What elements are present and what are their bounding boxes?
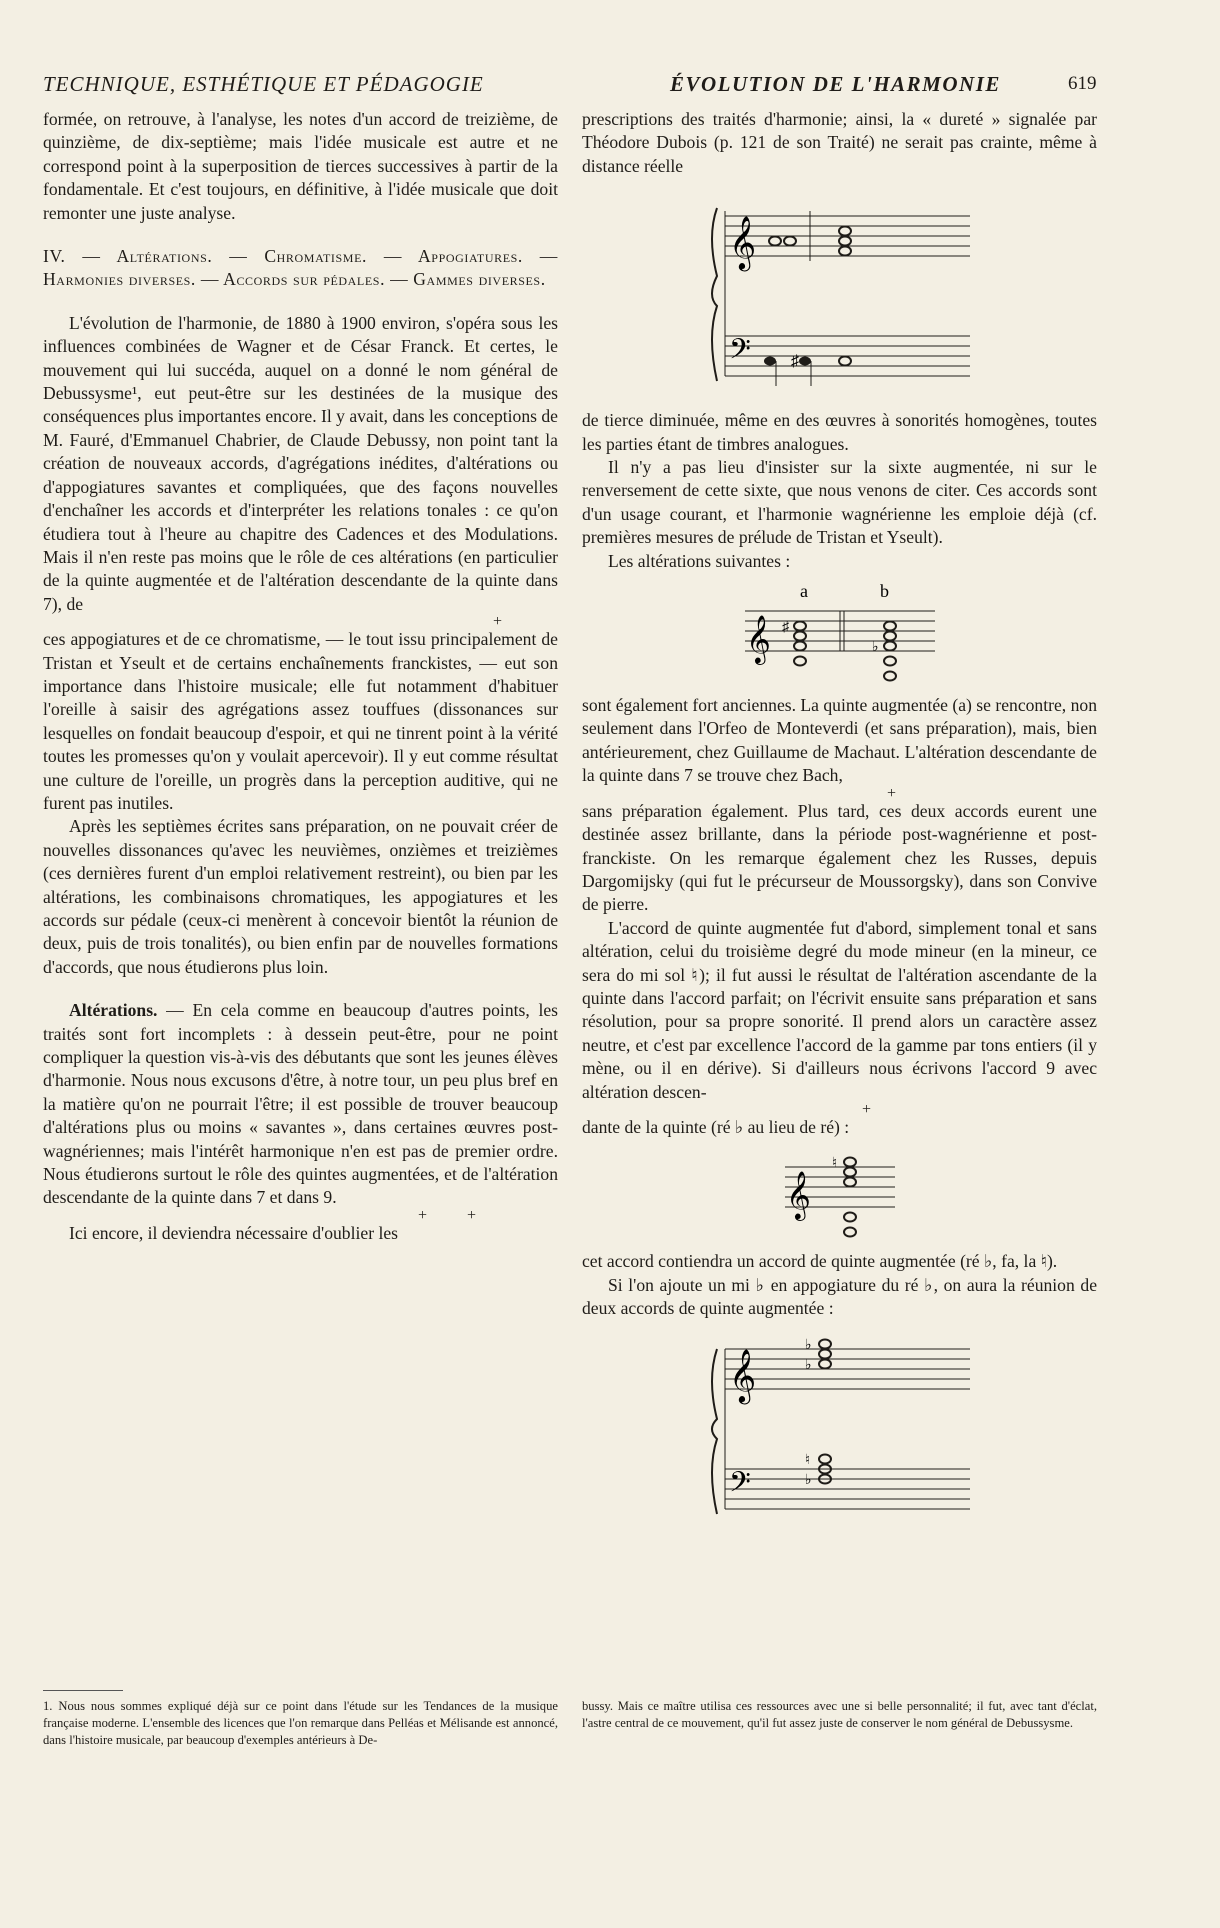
svg-text:♭: ♭ bbox=[871, 640, 879, 656]
treble-clef-icon: 𝄞 bbox=[745, 617, 771, 664]
right-paragraph-9: cet accord contiendra un accord de quinte augmentée (ré ♭, fa, la ♮). bbox=[582, 1251, 1058, 1272]
right-plus-mark-2: + bbox=[862, 1100, 872, 1118]
left-paragraph-2: L'évolution de l'harmonie, de 1880 à 1900 environ, s'opéra sous les influences combinées de Wagner et de César Franck. Et certes, le mouvement qui lui succéda, auquel on a donné le nom général de Debussysme¹, eut peut-être sur les destinées de la musique des conséquences plus importantes encore. Il y avait, dans les conceptions de M. Fauré, d'Emmanuel Chabrier, de Claude Debussy, non point tant la création de nouveaux accords, d'agrégations inédites, d'altérations ou d'appogiatures savantes et compliquées, que des façons nouvelles d'enchaîner les accords et d'interpréter les relations tonales : ce qu'on étudiera tout à l'heure au chapitre des Cadences et des Modulations. Mais il n'en reste pas moins que le rôle de ces altérations (en particulier de la quinte augmentée et de l'altération descendante de la quinte dans 7), de bbox=[43, 312, 558, 614]
svg-text:♯: ♯ bbox=[790, 353, 799, 371]
right-paragraph-6: sans préparation également. Plus tard, ces deux accords eurent une destinée assez brillante, dans la période post-wagnérienne et post-franckiste. On les remarque également chez les Russes, depuis Dargomijsky (qui fut le précurseur de Moussorgsky), dans son Convive de pierre. bbox=[582, 800, 1097, 915]
music-example-4 bbox=[705, 1329, 975, 1529]
treble-clef-icon: 𝄞 bbox=[728, 217, 756, 269]
label-b: b bbox=[879, 581, 889, 602]
music-example-1 bbox=[705, 186, 975, 401]
running-header-left: TECHNIQUE, ESTHÉTIQUE ET PÉDAGOGIE bbox=[43, 72, 484, 96]
right-paragraph-2: de tierce diminuée, même en des œuvres à sonorités homogènes, toutes les parties étant de timbres analogues. bbox=[582, 410, 1097, 454]
right-paragraph-4: Les altérations suivantes : bbox=[608, 550, 791, 571]
svg-text:♭: ♭ bbox=[804, 1472, 812, 1488]
left-paragraph-1: formée, on retrouve, à l'analyse, les notes d'un accord de treizième, de quinzième, de dix-septième; mais l'idée musicale est autre et ne correspond point à la superposition de tierces successives à partir de la fondamentale. Et c'est toujours, en définitive, à l'idée musicale que doit remonter une juste analyse. bbox=[43, 109, 558, 223]
left-paragraph-4: Après les septièmes écrites sans préparation, on ne pouvait créer de nouvelles dissonances qu'avec les neuvièmes, onzièmes et treizièmes (ces dernières furent d'un emploi relativement restreint), ou bien par les altérations, les combinaisons chromatiques, les appogiatures et les accords sur pédale (ceux-ci menèrent à concevoir bientôt la réunion de deux, puis de trois tonalités), ou bien enfin par de nouvelles formations d'accords, que nous étudierons plus loin. bbox=[43, 816, 558, 977]
right-paragraph-10: Si l'on ajoute un mi ♭ en appogiature du ré ♭, on aura la réunion de deux accords de quinte augmentée : bbox=[582, 1274, 1097, 1319]
right-paragraph-3: Il n'y a pas lieu d'insister sur la sixte augmentée, ni sur le renversement de cette sixte, que nous venons de citer. Ces accords sont d'un usage courant, et l'harmonie wagnérienne les emploie déjà (cf. premières mesures de prélude de Tristan et Yseult). bbox=[582, 457, 1097, 548]
svg-text:♭: ♭ bbox=[804, 1337, 812, 1353]
left-paragraph-5: — En cela comme en beaucoup d'autres points, les traités sont fort incomplets : à dessein peut-être, pour ne point compliquer la question vis-à-vis des débutants que sont les jeunes élèves d'harmonie. Nous nous excusons d'être, à notre tour, un peu plus bref en la matière qu'on ne pourrait l'être; il est possible de trouver beaucoup d'altérations plus ou moins « savantes », dans certaines œuvres post-wagnériennes; mais l'intérêt harmonique n'en est pas de premier ordre. Nous étudierons surtout le rôle des quintes augmentées, et de l'altération descendante de la quinte dans 7 et dans 9. bbox=[43, 1000, 559, 1208]
bass-clef-icon: 𝄢 bbox=[728, 1467, 751, 1505]
left-plus-mark-1: + bbox=[493, 613, 503, 631]
alterations-title: Altérations. bbox=[69, 1000, 158, 1021]
right-plus-mark-1: + bbox=[887, 784, 897, 802]
section-heading: IV. — Altérations. — Chromatisme. — Appogiatures. — Harmonies diverses. — Accords sur pédales. — Gammes diverses. bbox=[43, 246, 558, 290]
svg-text:♭: ♭ bbox=[804, 1357, 812, 1373]
right-paragraph-7: L'accord de quinte augmentée fut d'abord, simplement tonal et sans altération, celui du troisième degré du mode mineur (en la mineur, ce sera do mi sol ♮); il fut aussi le résultat de l'altération ascendante de la quinte dans l'accord parfait; on l'écrivit ensuite sans préparation et sans résolution, pour sa propre sonorité. Il prend alors un caractère assez neutre, et c'est par excellence l'accord de la gamme par tons entiers (il y mène, ou il en dérive). Si d'ailleurs nous écrivons l'accord 9 avec altération descen- bbox=[582, 917, 1097, 1102]
treble-clef-icon: 𝄞 bbox=[728, 1349, 756, 1401]
music-example-2 bbox=[740, 581, 940, 686]
svg-text:♮: ♮ bbox=[831, 1156, 837, 1172]
right-paragraph-1: prescriptions des traités d'harmonie; ainsi, la « dureté » signalée par Théodore Dubois (p. 121 de son Traité) ne serait pas crainte, même à distance réelle bbox=[582, 109, 1097, 176]
right-paragraph-8: dante de la quinte (ré ♭ au lieu de ré) : bbox=[582, 1116, 850, 1137]
svg-text:♯: ♯ bbox=[781, 620, 789, 636]
page-number: 619 bbox=[1068, 73, 1097, 94]
footnote-rule bbox=[43, 1690, 123, 1691]
footnote-left: 1. Nous nous sommes expliqué déjà sur ce point dans l'étude sur les Tendances de la musique française moderne. L'ensemble des licences que l'on remarque dans Pelléas et Mélisande est annoncé, dans l'histoire musicale, par beaucoup d'exemples antérieurs à De- bbox=[43, 1699, 558, 1747]
left-column bbox=[43, 108, 558, 1245]
bass-clef-icon: 𝄢 bbox=[728, 335, 751, 373]
treble-clef-icon: 𝄞 bbox=[785, 1173, 811, 1220]
label-a: a bbox=[799, 581, 808, 602]
svg-text:♮: ♮ bbox=[804, 1452, 810, 1468]
left-paragraph-3: ces appogiatures et de ce chromatisme, — le tout issu principalement de Tristan et Yseult et de certains enchaînements franckistes, — eut son importance dans l'histoire musicale; elle fut notamment d'habituer l'oreille à saisir des agrégations assez touffues (dissonances sur lesquelles on fondait beaucoup d'espoir, et qui ne tinrent point à la vérité toutes les promesses qu'on y voulait apercevoir). Il y eut comme résultat une culture de l'oreille, un progrès dans la perception auditive, qui ne furent pas inutiles. bbox=[43, 629, 558, 813]
right-paragraph-5: sont également fort anciennes. La quinte augmentée (a) se rencontre, non seulement dans l'Orfeo de Monteverdi (et sans préparation), mais, bien antérieurement, chez Guillaume de Machaut. L'altération descendante de la quinte dans 7 se trouve chez Bach, bbox=[582, 695, 1097, 786]
left-paragraph-6: Ici encore, il deviendra nécessaire d'oublier les bbox=[69, 1222, 398, 1243]
footnote-right: bussy. Mais ce maître utilisa ces ressources avec une si belle personnalité; il fut, avec tant d'éclat, l'astre central de ce mouvement, qu'il fut assez juste de conserver le nom général de Debussysme. bbox=[582, 1699, 1097, 1730]
left-plus-mark-2: + + bbox=[418, 1206, 477, 1224]
running-header-right: ÉVOLUTION DE L'HARMONIE bbox=[670, 72, 1001, 96]
music-example-3 bbox=[780, 1147, 900, 1242]
right-column bbox=[582, 108, 1097, 1537]
